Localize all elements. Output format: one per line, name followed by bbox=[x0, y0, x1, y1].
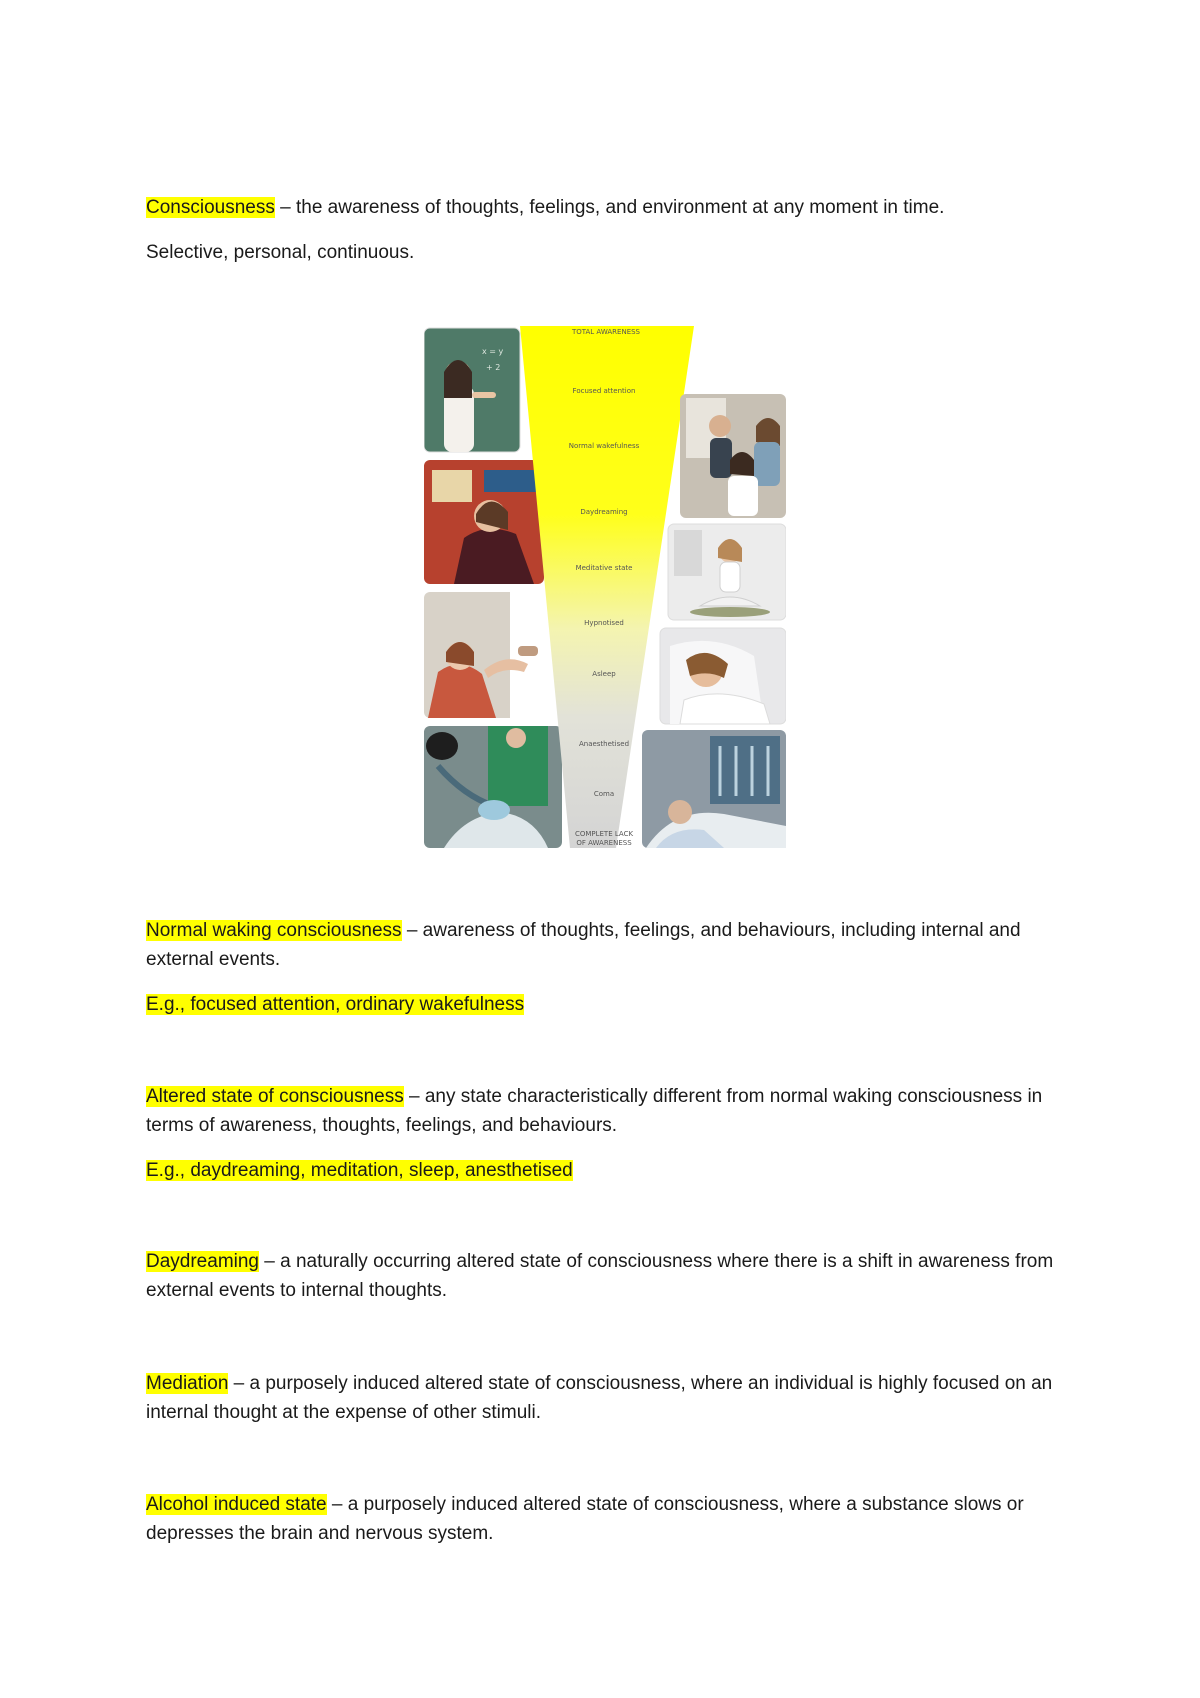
funnel-label-coma: Coma bbox=[593, 790, 615, 798]
paragraph-consciousness bbox=[146, 193, 1066, 222]
funnel-label-anaesthetised: Anaesthetised bbox=[578, 740, 630, 748]
funnel-label-daydreaming: Daydreaming bbox=[580, 508, 628, 516]
photo-friends-chatting bbox=[680, 394, 786, 518]
photo-teacher-at-chalkboard bbox=[424, 328, 520, 452]
definition-daydreaming: – a naturally occurring altered state of consciousness where there is a shift in awareness from external events to internal thoughts. bbox=[146, 1251, 1054, 1301]
funnel-label-complete-lack: COMPLETE LACK bbox=[574, 830, 634, 838]
funnel-label-of-awareness: OF AWARENESS bbox=[576, 839, 632, 847]
term-alcohol: Alcohol induced state bbox=[146, 1494, 327, 1515]
definition-consciousness: – the awareness of thoughts, feelings, and environment at any moment in time. bbox=[274, 197, 945, 218]
funnel-label-total-awareness: TOTAL AWARENESS bbox=[572, 328, 640, 336]
term-altered-state: Altered state of consciousness bbox=[146, 1086, 404, 1107]
paragraph-normal-waking bbox=[146, 916, 1066, 974]
funnel-label-normal-wakefulness: Normal wakefulness bbox=[568, 442, 640, 450]
term-normal-waking: Normal waking consciousness bbox=[146, 920, 402, 941]
photo-patient-in-coma bbox=[642, 730, 786, 848]
photo-patient-anaesthetised bbox=[424, 726, 562, 848]
photo-person-hypnotised bbox=[424, 592, 546, 718]
paragraph-altered-state bbox=[146, 1082, 1066, 1140]
term-daydreaming: Daydreaming bbox=[146, 1251, 259, 1272]
paragraph-mediation bbox=[146, 1369, 1066, 1427]
definition-alcohol: – a purposely induced altered state of consciousness, where a substance slows or depresses the brain and nervous system. bbox=[146, 1494, 1024, 1544]
photo-girl-sleeping bbox=[660, 628, 786, 724]
svg-text:x = y: x = y bbox=[482, 347, 504, 356]
term-consciousness: Consciousness bbox=[146, 197, 275, 218]
example-normal-waking: E.g., focused attention, ordinary wakefulness bbox=[146, 994, 525, 1015]
funnel-label-meditative-state: Meditative state bbox=[575, 564, 633, 572]
funnel-label-hypnotised: Hypnotised bbox=[584, 619, 624, 627]
paragraph-normal-waking-example bbox=[146, 990, 1066, 1019]
definition-altered-state: – any state characteristically different from normal waking consciousness in terms of awareness, thoughts, feelings, and behaviours. bbox=[146, 1086, 1043, 1136]
term-mediation: Mediation bbox=[146, 1373, 229, 1394]
paragraph-alcohol bbox=[146, 1490, 1066, 1548]
paragraph-altered-state-example bbox=[146, 1156, 1066, 1185]
consciousness-continuum-figure bbox=[424, 326, 786, 850]
funnel-label-asleep: Asleep bbox=[592, 670, 616, 678]
funnel-label-focused-attention: Focused attention bbox=[572, 387, 636, 395]
photo-woman-meditating bbox=[668, 524, 786, 620]
definition-mediation: – a purposely induced altered state of consciousness, where an individual is highly focused on an internal thought at the expense of other stimuli. bbox=[146, 1373, 1053, 1423]
photo-student-daydreaming bbox=[424, 460, 544, 584]
svg-text:+ 2: + 2 bbox=[486, 363, 501, 372]
paragraph-daydreaming bbox=[146, 1247, 1066, 1305]
example-altered-state: E.g., daydreaming, meditation, sleep, anesthetised bbox=[146, 1160, 573, 1181]
definition-normal-waking: – awareness of thoughts, feelings, and behaviours, including internal and external events. bbox=[146, 920, 1021, 970]
paragraph-consciousness-traits: Selective, personal, continuous. bbox=[146, 242, 415, 263]
